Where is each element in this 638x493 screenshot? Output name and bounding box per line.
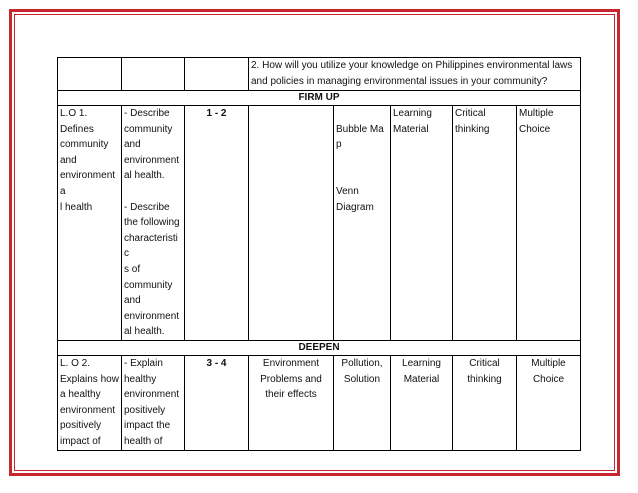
- question-blank-lo: [58, 58, 122, 91]
- firm-up-resource: Learning Material: [391, 106, 453, 341]
- firm-up-learning-outcome: L.O 1. Defines community and environmenta l health: [58, 106, 122, 341]
- section-row-deepen: [58, 340, 581, 355]
- firm-up-strategy: Bubble Map Venn Diagram: [334, 106, 391, 341]
- deepen-assessment: Multiple Choice: [517, 355, 581, 450]
- deepen-item-numbers: 3 - 4: [185, 355, 249, 450]
- curriculum-table: [57, 57, 581, 451]
- deepen-row: [58, 355, 581, 450]
- firm-up-content: [249, 106, 334, 341]
- deepen-skill: Critical thinking: [453, 355, 517, 450]
- firm-up-skill: Critical thinking: [453, 106, 517, 341]
- deepen-content: Environment Problems and their effects: [249, 355, 334, 450]
- section-title-deepen: DEEPEN: [58, 340, 581, 355]
- question-row: [58, 58, 581, 91]
- deepen-competency: - Explain healthy environment positively impact the health of: [122, 355, 185, 450]
- deepen-resource: Learning Material: [391, 355, 453, 450]
- question-blank-competency: [122, 58, 185, 91]
- question-blank-items: [185, 58, 249, 91]
- firm-up-item-numbers: 1 - 2: [185, 106, 249, 341]
- deepen-strategy: Pollution, Solution: [334, 355, 391, 450]
- deepen-learning-outcome: L. O 2. Explains how a healthy environment positively impact of: [58, 355, 122, 450]
- firm-up-assessment: Multiple Choice: [517, 106, 581, 341]
- firm-up-competency: - Describe community and environment al health. - Describe the following characteristic s of community and environment al health.: [122, 106, 185, 341]
- section-row-firm-up: [58, 91, 581, 106]
- section-title-firm-up: FIRM UP: [58, 91, 581, 106]
- firm-up-row: [58, 106, 581, 341]
- essential-question: 2. How will you utilize your knowledge on Philippines environmental laws and policies in managing environmental issues in your community?: [249, 58, 581, 91]
